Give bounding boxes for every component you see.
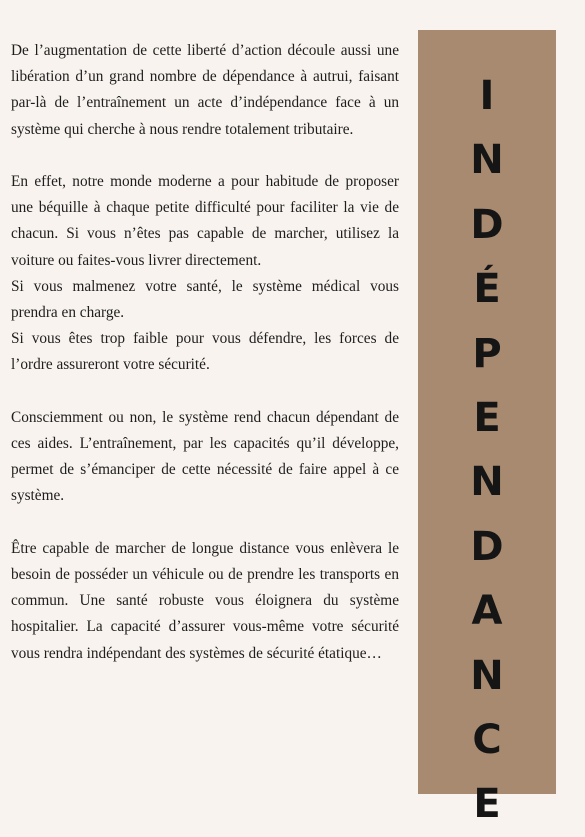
banner-letter: N — [470, 137, 504, 184]
banner-letter: N — [470, 459, 504, 506]
banner-letter: E — [473, 394, 501, 441]
banner-letter: D — [470, 201, 504, 248]
banner-letter: C — [472, 716, 502, 763]
title-banner — [418, 30, 556, 828]
banner-letter: N — [470, 652, 504, 699]
paragraph-liberation: De l’augmentation de cette liberté d’action découle aussi une libération d’un grand nombre de dépendance à autrui, faisant par-là de l’entraînement un acte d’indépendance face à un système qui cherche à nous rendre totalement tributaire. — [11, 42, 399, 138]
paragraph-consciemment: Consciemment ou non, le système rend chacun dépendant de ces aides. L’entraînement, par les capacités qu’il développe, permet de s’émanciper de cette nécessité de faire appel à ce système. — [11, 408, 399, 505]
paragraph-line: Si vous êtes trop faible pour vous défendre, les forces de l’ordre assureront votre sécurité. — [11, 330, 399, 374]
banner-letter: A — [471, 588, 503, 635]
banner-letter: I — [479, 73, 495, 119]
paragraph-capable: Être capable de marcher de longue distance vous enlèvera le besoin de posséder un véhicule ou de prendre les transports en commun. Une santé robuste vous éloignera du système hospitalier. La capacité d’assurer vous-même votre sécurité vous rendra indépendant des systèmes de sécurité étatique… — [11, 539, 399, 662]
paragraph-monde-moderne — [11, 169, 399, 379]
body-text — [11, 38, 399, 667]
banner-letter: P — [472, 330, 502, 377]
banner-title — [418, 64, 556, 837]
paragraph-line: En effet, notre monde moderne a pour habitude de proposer une béquille à chaque petite difficulté pour faciliter la vie de chacun. Si vous n’êtes pas capable de marcher, utilisez la voiture ou faites-vous livrer directement. — [11, 173, 399, 269]
paragraph-line: Si vous malmenez votre santé, le système médical vous prendra en charge. — [11, 277, 399, 322]
banner-letter: É — [473, 266, 501, 313]
banner-letter: E — [473, 781, 501, 828]
banner-letter: D — [470, 523, 504, 570]
